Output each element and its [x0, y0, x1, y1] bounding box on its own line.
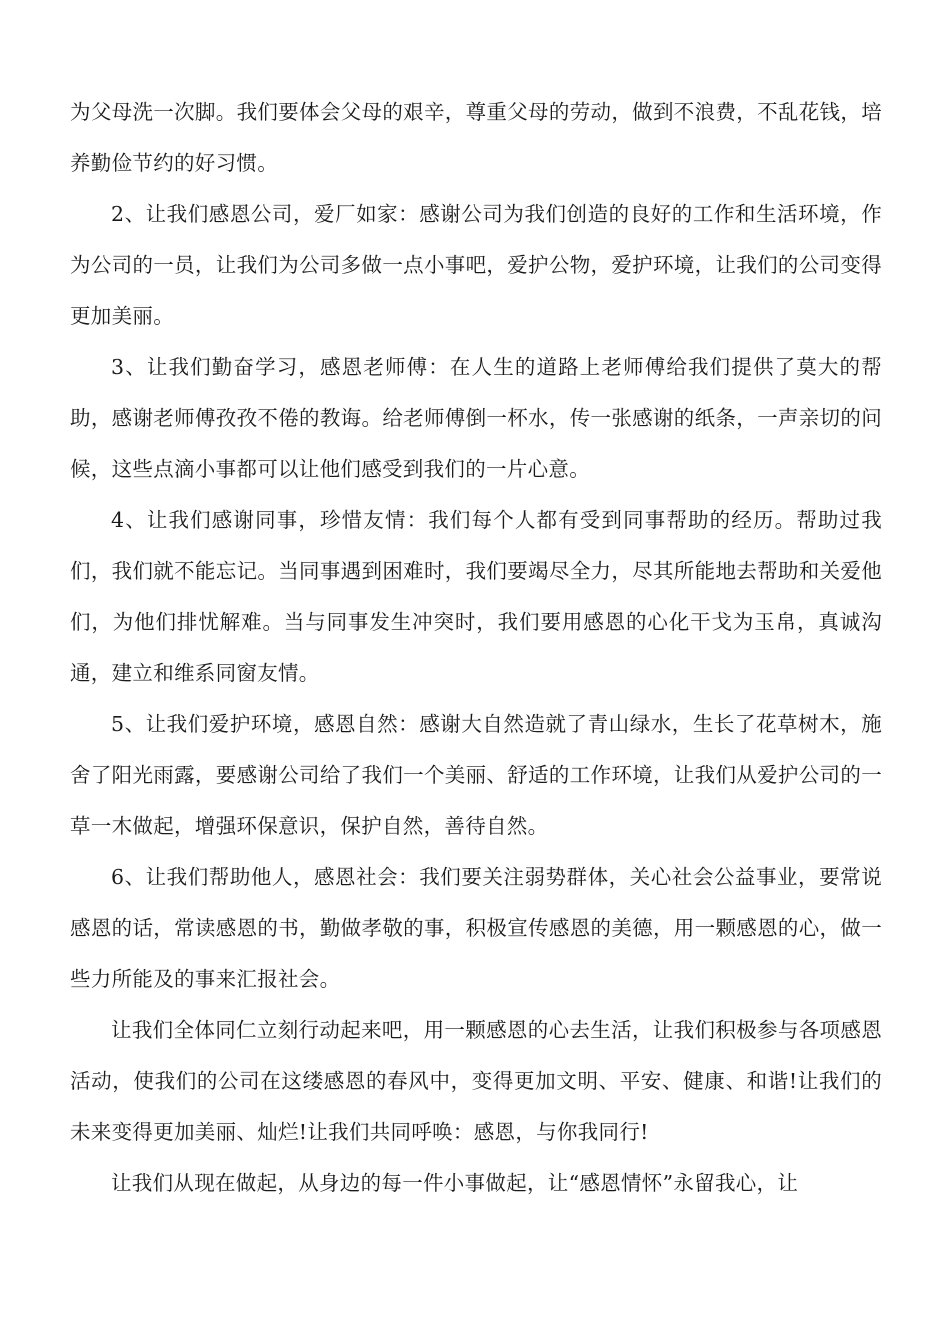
- document-body: [70, 87, 882, 1209]
- paragraph-closing: 让我们从现在做起，从身边的每一件小事做起，让“感恩情怀”永留我心，让: [111, 1171, 799, 1195]
- paragraph-call-to-action: 让我们全体同仁立刻行动起来吧，用一颗感恩的心去生活，让我们积极参与各项感恩活动，使我们的公司在这缕感恩的春风中，变得更加文明、平安、健康、和谐!让我们的未来变得更加美丽、灿烂!让我们共同呼唤：感恩，与你我同行!: [70, 1018, 882, 1144]
- paragraph-item-6: 6、让我们帮助他人，感恩社会：我们要关注弱势群体，关心社会公益事业，要常说感恩的话，常读感恩的书，勤做孝敬的事，积极宣传感恩的美德，用一颗感恩的心，做一些力所能及的事来汇报社会。: [70, 865, 882, 991]
- paragraph-continuation: 为父母洗一次脚。我们要体会父母的艰辛，尊重父母的劳动，做到不浪费，不乱花钱，培养勤俭节约的好习惯。: [70, 100, 882, 175]
- paragraph-item-5: 5、让我们爱护环境，感恩自然：感谢大自然造就了青山绿水，生长了花草树木，施舍了阳光雨露，要感谢公司给了我们一个美丽、舒适的工作环境，让我们从爱护公司的一草一木做起，增强环保意识，保护自然，善待自然。: [70, 712, 882, 838]
- paragraph-item-2: 2、让我们感恩公司，爱厂如家：感谢公司为我们创造的良好的工作和生活环境，作为公司的一员，让我们为公司多做一点小事吧，爱护公物，爱护环境，让我们的公司变得更加美丽。: [70, 202, 882, 328]
- paragraph-item-4: 4、让我们感谢同事，珍惜友情：我们每个人都有受到同事帮助的经历。帮助过我们，我们就不能忘记。当同事遇到困难时，我们要竭尽全力，尽其所能地去帮助和关爱他们，为他们排忧解难。当与同事发生冲突时，我们要用感恩的心化干戈为玉帛，真诚沟通，建立和维系同窗友情。: [70, 508, 882, 685]
- paragraph-item-3: 3、让我们勤奋学习，感恩老师傅：在人生的道路上老师傅给我们提供了莫大的帮助，感谢老师傅孜孜不倦的教诲。给老师傅倒一杯水，传一张感谢的纸条，一声亲切的问候，这些点滴小事都可以让他们感受到我们的一片心意。: [70, 355, 882, 481]
